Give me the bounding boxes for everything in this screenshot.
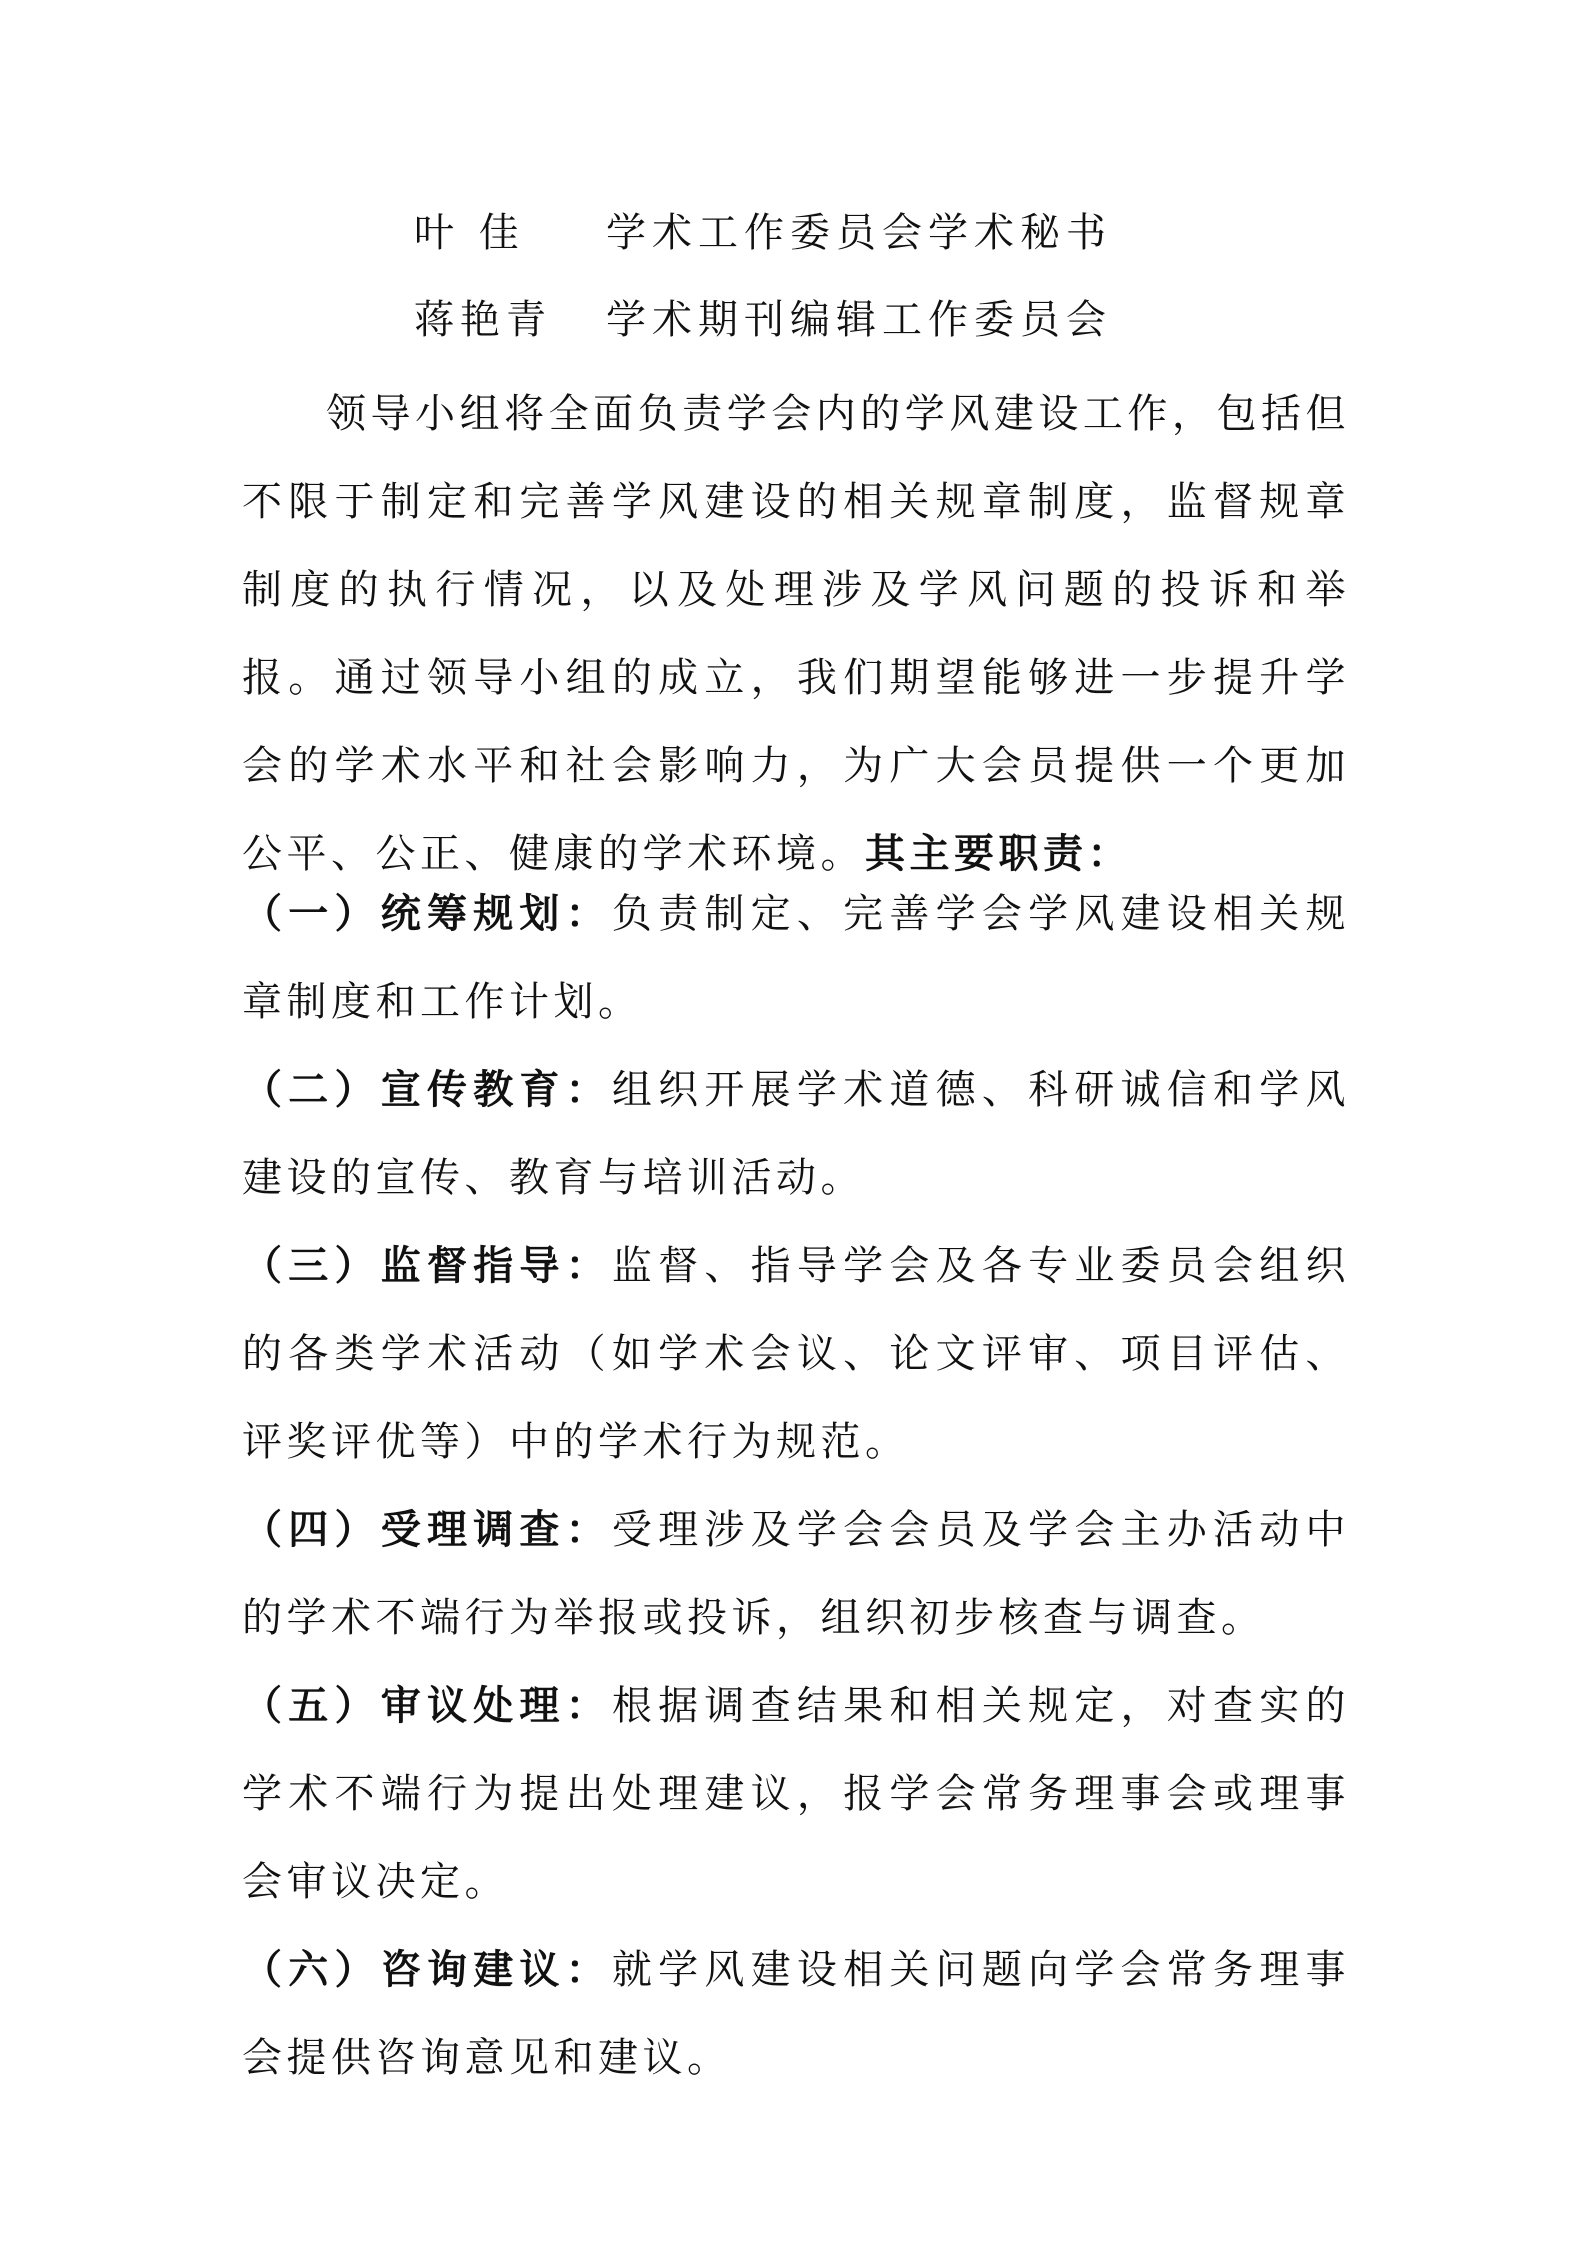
member-role: 学术期刊编辑工作委员会 bbox=[606, 297, 1112, 343]
duty-item bbox=[242, 1662, 1350, 1926]
intro-text: 领导小组将全面负责学会内的学风建设工作，包括但不限于制定和完善学风建设的相关规章制度，监督规章制度的执行情况，以及处理涉及学风问题的投诉和举报。通过领导小组的成立，我们期望能够进一步提升学会的学术水平和社会影响力，为广大会员提供一个更加公平、公正、健康的学术环境。 bbox=[242, 391, 1350, 877]
duty-label: （五）审议处理： bbox=[242, 1682, 612, 1729]
duty-text: 负责制定、完善学会学风建设相关规章制度和工作计划。 bbox=[242, 891, 1351, 1025]
member-name: 叶 佳 bbox=[414, 210, 525, 256]
duty-text: 根据调查结果和相关规定，对查实的学术不端行为提出处理建议，报学会常务理事会或理事会审议决定。 bbox=[242, 1683, 1351, 1905]
member-row bbox=[414, 203, 1112, 263]
duty-item bbox=[242, 1046, 1350, 1222]
duty-label: （三）监督指导： bbox=[242, 1242, 612, 1289]
duty-text: 受理涉及学会会员及学会主办活动中的学术不端行为举报或投诉，组织初步核查与调查。 bbox=[242, 1507, 1351, 1641]
duties-heading: 其主要职责： bbox=[865, 830, 1132, 877]
duty-item bbox=[242, 1926, 1350, 2102]
duty-text: 监督、指导学会及各专业委员会组织的各类学术活动（如学术会议、论文评审、项目评估、评奖评优等）中的学术行为规范。 bbox=[242, 1243, 1351, 1465]
duty-text: 组织开展学术道德、科研诚信和学风建设的宣传、教育与培训活动。 bbox=[242, 1067, 1351, 1201]
duty-label: （四）受理调查： bbox=[242, 1506, 612, 1553]
member-row bbox=[414, 290, 1112, 350]
duty-item bbox=[242, 870, 1350, 1046]
duty-label: （一）统筹规划： bbox=[242, 890, 612, 937]
duties-list bbox=[242, 870, 1350, 2102]
duty-text: 就学风建设相关问题向学会常务理事会提供咨询意见和建议。 bbox=[242, 1947, 1351, 2081]
duty-label: （二）宣传教育： bbox=[242, 1066, 612, 1113]
duty-label: （六）咨询建议： bbox=[242, 1946, 612, 1993]
member-name: 蒋艳青 bbox=[414, 297, 552, 343]
intro-paragraph bbox=[242, 370, 1350, 898]
duty-item bbox=[242, 1486, 1350, 1662]
duty-item bbox=[242, 1222, 1350, 1486]
member-role: 学术工作委员会学术秘书 bbox=[606, 210, 1112, 256]
